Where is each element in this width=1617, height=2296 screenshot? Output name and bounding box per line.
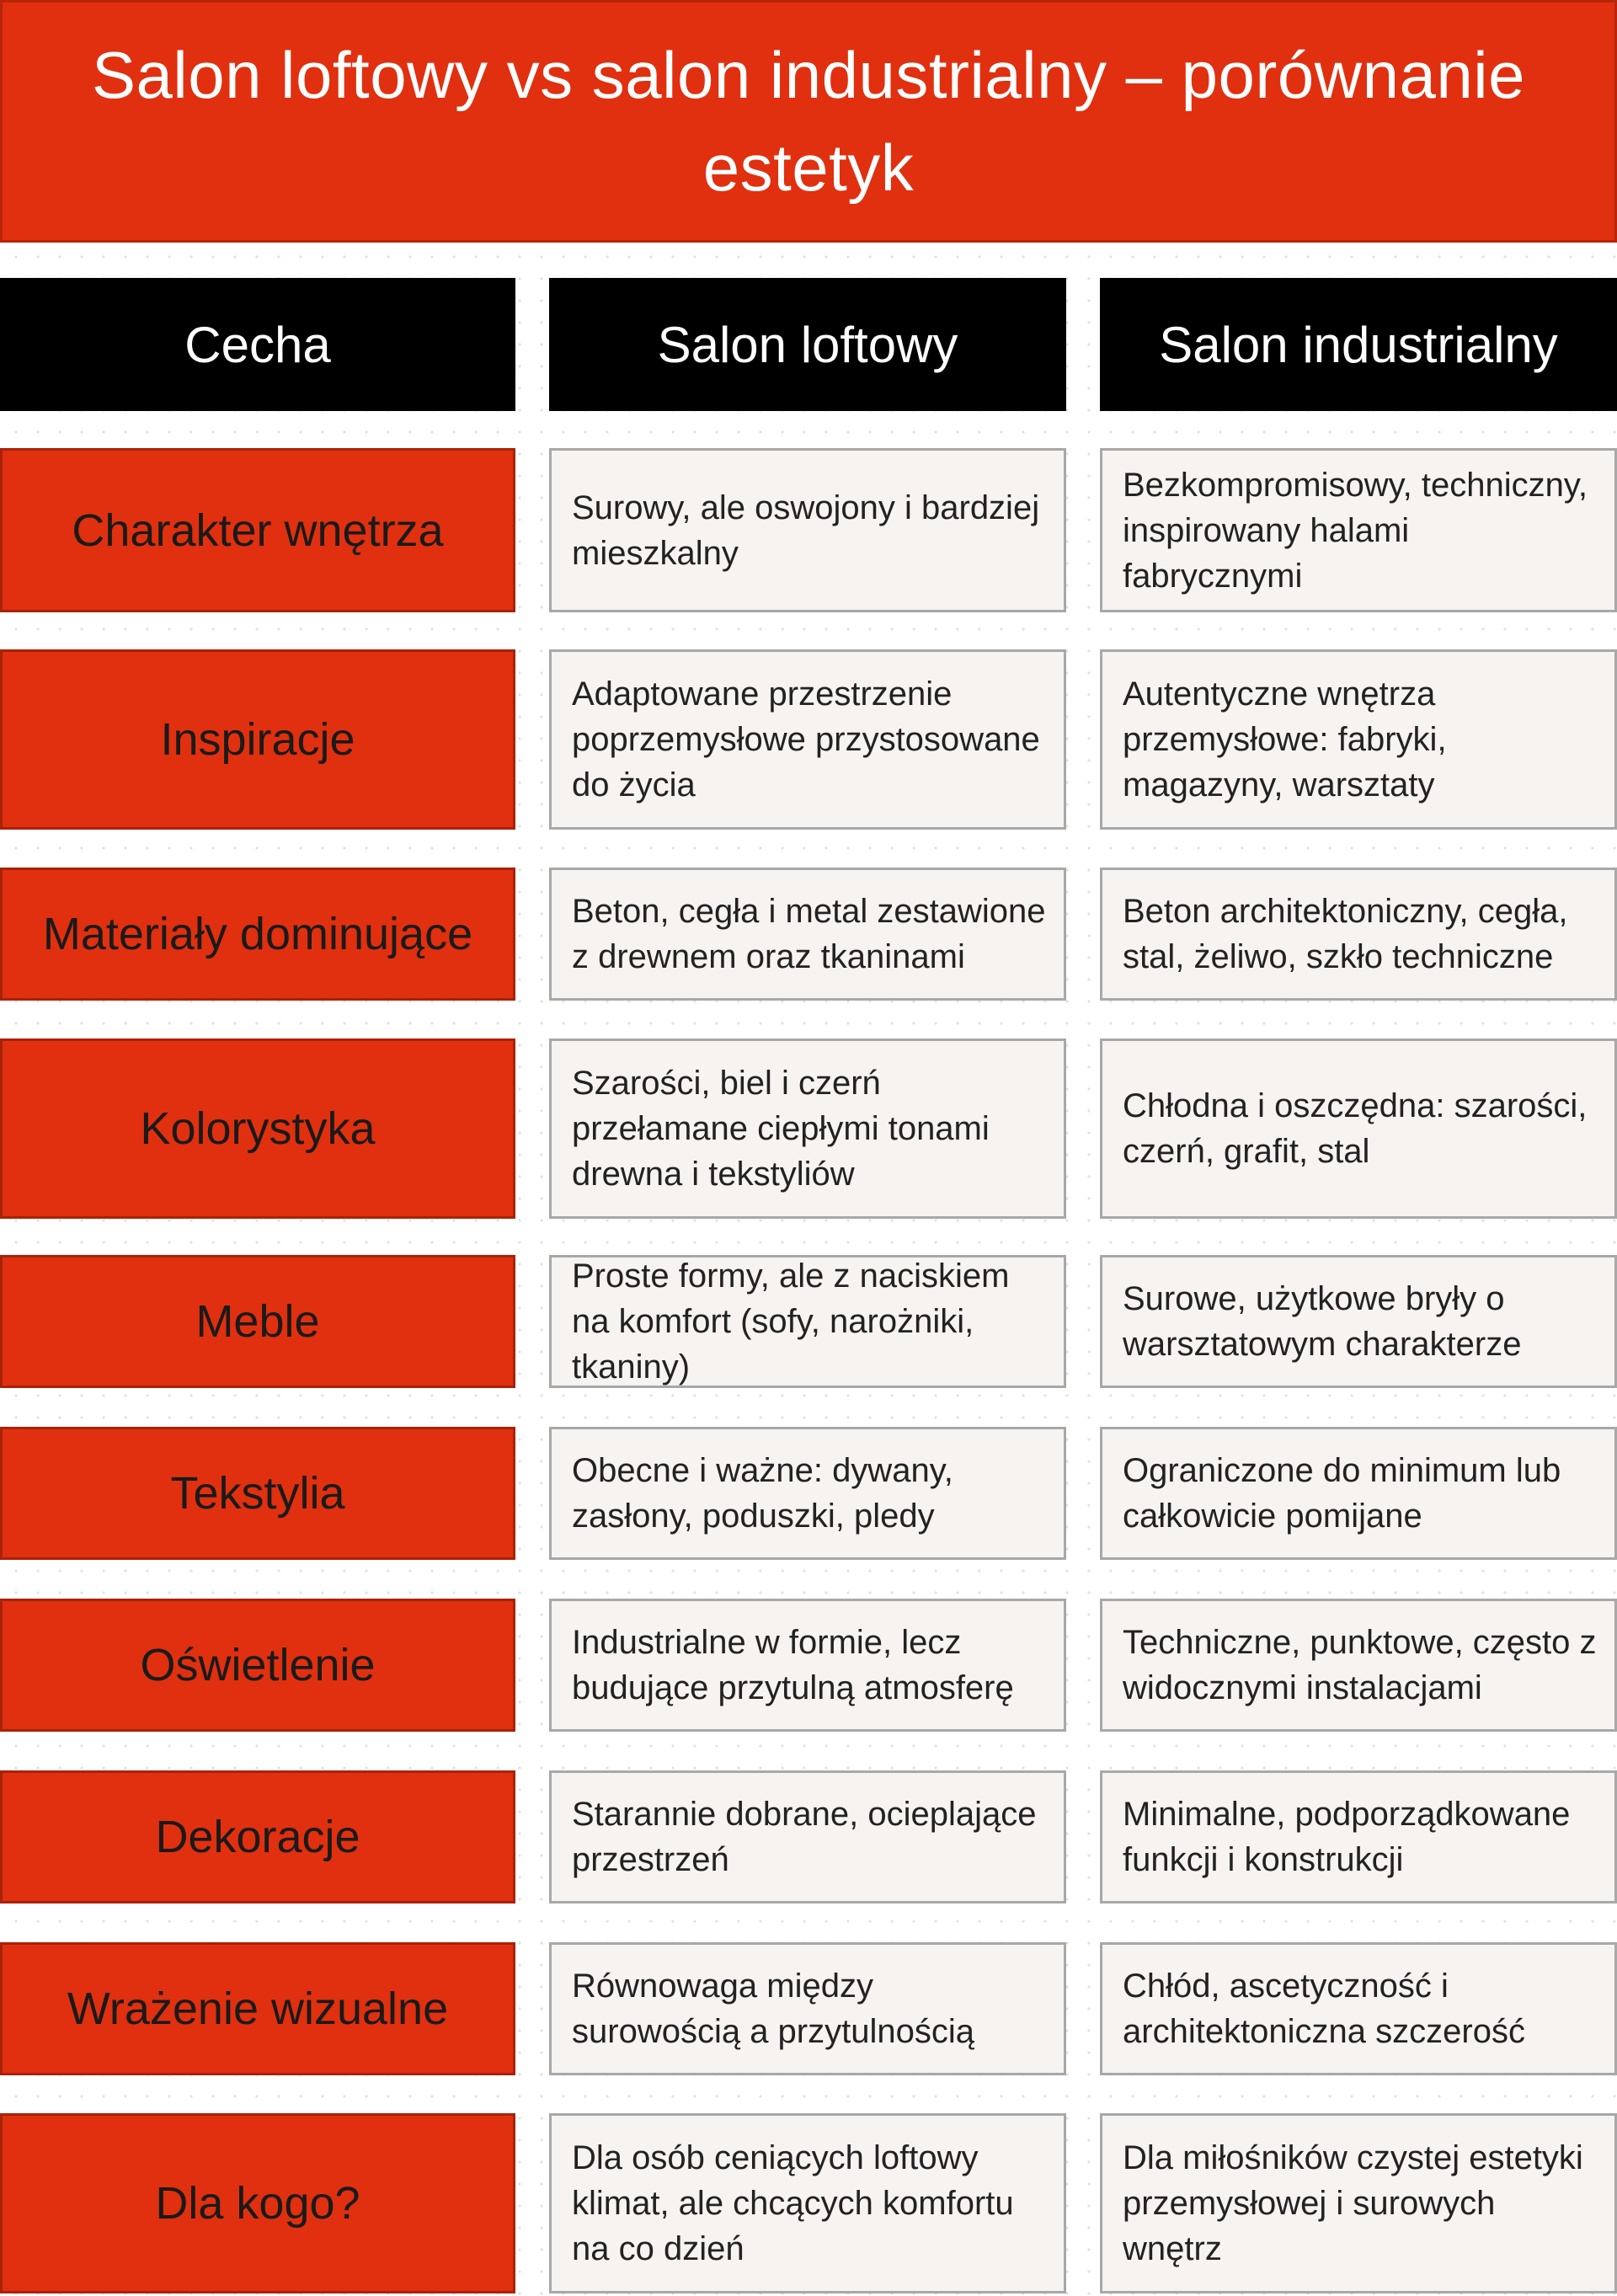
table-row xyxy=(0,1599,1617,1732)
feature-cell: Wrażenie wizualne xyxy=(0,1942,515,2075)
table-header xyxy=(0,278,1617,411)
loft-cell: Dla osób ceniących loftowy klimat, ale chcących komfortu na co dzień xyxy=(549,2113,1066,2293)
industrial-cell: Ograniczone do minimum lub całkowicie pomijane xyxy=(1100,1427,1617,1560)
loft-cell: Obecne i ważne: dywany, zasłony, poduszki, pledy xyxy=(549,1427,1066,1560)
header-loft: Salon loftowy xyxy=(549,278,1066,411)
header-feature: Cecha xyxy=(0,278,515,411)
table-row xyxy=(0,1770,1617,1904)
industrial-cell: Minimalne, podporządkowane funkcji i konstrukcji xyxy=(1100,1770,1617,1904)
feature-cell: Dla kogo? xyxy=(0,2113,515,2293)
table-row xyxy=(0,448,1617,612)
table-row xyxy=(0,1255,1617,1388)
industrial-cell: Chłodna i oszczędna: szarości, czerń, grafit, stal xyxy=(1100,1039,1617,1219)
feature-cell: Oświetlenie xyxy=(0,1599,515,1732)
table-row xyxy=(0,868,1617,1001)
table-row xyxy=(0,1039,1617,1219)
feature-cell: Charakter wnętrza xyxy=(0,448,515,612)
feature-cell: Meble xyxy=(0,1255,515,1388)
loft-cell: Szarości, biel i czerń przełamane ciepłymi tonami drewna i tekstyliów xyxy=(549,1039,1066,1219)
loft-cell: Industrialne w formie, lecz budujące przytulną atmosferę xyxy=(549,1599,1066,1732)
table-row xyxy=(0,1942,1617,2075)
feature-cell: Tekstylia xyxy=(0,1427,515,1560)
loft-cell: Beton, cegła i metal zestawione z drewnem oraz tkaninami xyxy=(549,868,1066,1001)
industrial-cell: Surowe, użytkowe bryły o warsztatowym charakterze xyxy=(1100,1255,1617,1388)
page-title: Salon loftowy vs salon industrialny – porównanie estetyk xyxy=(92,38,1525,205)
loft-cell: Surowy, ale oswojony i bardziej mieszkalny xyxy=(549,448,1066,612)
table-row xyxy=(0,649,1617,830)
title-banner xyxy=(0,0,1617,243)
industrial-cell: Beton architektoniczny, cegła, stal, żeliwo, szkło techniczne xyxy=(1100,868,1617,1001)
loft-cell: Adaptowane przestrzenie poprzemysłowe przystosowane do życia xyxy=(549,649,1066,830)
industrial-cell: Chłód, ascetyczność i architektoniczna szczerość xyxy=(1100,1942,1617,2075)
loft-cell: Starannie dobrane, ocieplające przestrzeń xyxy=(549,1770,1066,1904)
industrial-cell: Bezkompromisowy, techniczny, inspirowany halami fabrycznymi xyxy=(1100,448,1617,612)
feature-cell: Materiały dominujące xyxy=(0,868,515,1001)
table-row xyxy=(0,1427,1617,1560)
loft-cell: Równowaga między surowością a przytulnością xyxy=(549,1942,1066,2075)
table-row xyxy=(0,2113,1617,2293)
feature-cell: Kolorystyka xyxy=(0,1039,515,1219)
feature-cell: Inspiracje xyxy=(0,649,515,830)
feature-cell: Dekoracje xyxy=(0,1770,515,1904)
header-industrial: Salon industrialny xyxy=(1100,278,1617,411)
industrial-cell: Techniczne, punktowe, często z widocznymi instalacjami xyxy=(1100,1599,1617,1732)
industrial-cell: Autentyczne wnętrza przemysłowe: fabryki, magazyny, warsztaty xyxy=(1100,649,1617,830)
loft-cell: Proste formy, ale z naciskiem na komfort (sofy, narożniki, tkaniny) xyxy=(549,1255,1066,1388)
industrial-cell: Dla miłośników czystej estetyki przemysłowej i surowych wnętrz xyxy=(1100,2113,1617,2293)
